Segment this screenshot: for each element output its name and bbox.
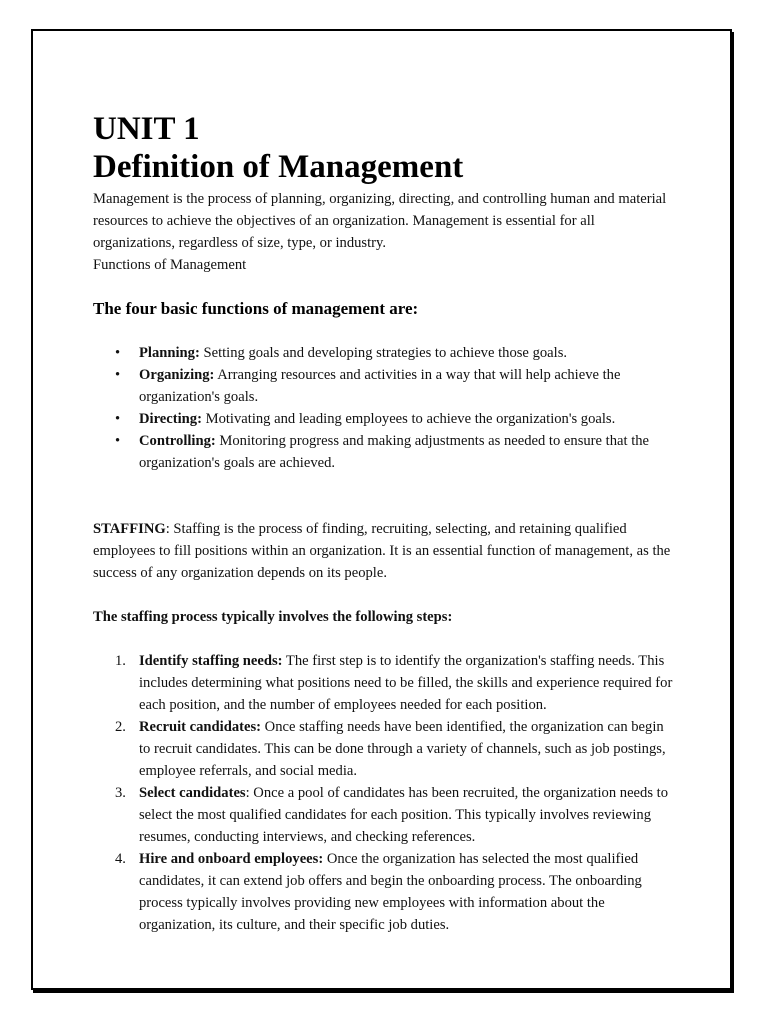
step-text: Once the organization has selected the most qualified candidates, it can extend job offers and begin the onboarding process. The onboarding process typically involves providing new employees with information about the organization, its culture, and their specific job duties. xyxy=(139,851,642,933)
staffing-paragraph xyxy=(93,518,678,584)
document-body xyxy=(93,110,678,936)
list-item xyxy=(115,716,678,782)
steps-list xyxy=(93,650,678,936)
step-number: 3. xyxy=(115,785,126,801)
step-term: Hire and onboard employees: xyxy=(139,851,324,867)
bullet-marker: • xyxy=(115,345,121,361)
list-item xyxy=(115,364,678,408)
bullet-marker: • xyxy=(115,433,121,449)
item-text: Setting goals and developing strategies to achieve those goals. xyxy=(199,345,568,361)
staffing-term: STAFFING xyxy=(93,521,166,537)
list-item xyxy=(115,848,678,936)
bullet-marker: • xyxy=(115,367,121,383)
bullet-marker: • xyxy=(115,411,121,427)
step-term: Recruit candidates: xyxy=(139,719,262,735)
list-item xyxy=(115,650,678,716)
step-text: The first step is to identify the organization's staffing needs. This includes determining what positions need to be filled, the skills and experience required for each position, and the number of employees needed for each position. xyxy=(139,653,673,713)
functions-label: Functions of Management xyxy=(93,257,247,273)
list-item xyxy=(115,430,678,474)
item-term: Controlling: xyxy=(139,433,216,449)
list-item xyxy=(115,782,678,848)
page-title: Definition of Management xyxy=(93,149,464,185)
step-number: 1. xyxy=(115,653,126,669)
item-text: Monitoring progress and making adjustments as needed to ensure that the organization's goals are achieved. xyxy=(139,433,650,471)
item-text: Motivating and leading employees to achieve the organization's goals. xyxy=(201,411,616,427)
functions-heading: The four basic functions of management are: xyxy=(93,299,419,318)
step-text: : Once a pool of candidates has been recruited, the organization needs to select the most qualified candidates for each position. This typically involves reviewing resumes, conducting interviews, and checking references. xyxy=(139,785,668,845)
steps-heading: The staffing process typically involves the following steps: xyxy=(93,609,453,625)
item-text: Arranging resources and activities in a way that will help achieve the organization's goals. xyxy=(139,367,621,405)
intro-paragraph: Management is the process of planning, organizing, directing, and controlling human and material resources to achieve the objectives of an organization. Management is essential for all organizations, regardless of size, type, or industry. xyxy=(93,191,667,251)
item-term: Organizing: xyxy=(139,367,215,383)
step-number: 2. xyxy=(115,719,126,735)
step-text: Once staffing needs have been identified, the organization can begin to recruit candidates. This can be done through a variety of channels, such as job postings, employee referrals, and social media. xyxy=(139,719,666,779)
item-term: Directing: xyxy=(139,411,202,427)
step-term: Identify staffing needs: xyxy=(139,653,283,669)
step-number: 4. xyxy=(115,851,126,867)
functions-list xyxy=(93,342,678,474)
item-term: Planning: xyxy=(139,345,200,361)
unit-heading: UNIT 1 xyxy=(93,111,200,147)
step-term: Select candidates xyxy=(139,785,246,801)
list-item xyxy=(115,342,678,364)
list-item xyxy=(115,408,678,430)
staffing-text: : Staffing is the process of finding, recruiting, selecting, and retaining qualified employees to fill positions within an organization. It is an essential function of management, as the success of any organization depends on its people. xyxy=(93,521,671,581)
